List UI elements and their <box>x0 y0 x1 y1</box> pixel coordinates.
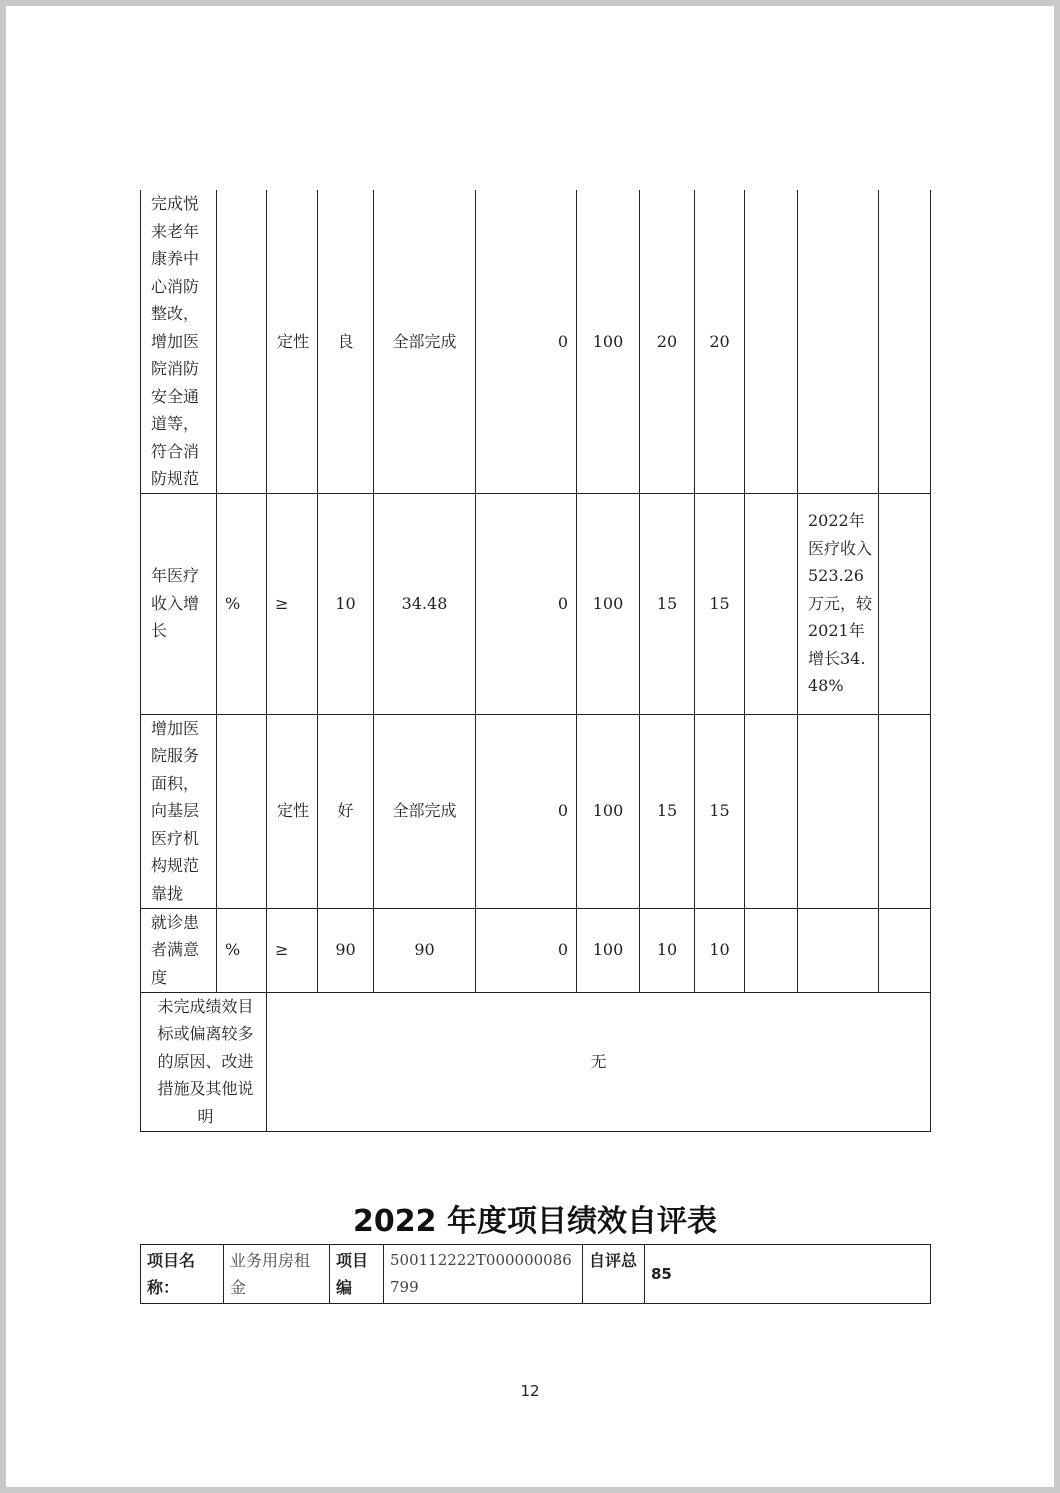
project-info-table <box>140 1244 931 1304</box>
weight-cell: 15 <box>640 493 695 714</box>
note-cell <box>798 190 879 493</box>
value-cell: 0 <box>476 493 577 714</box>
actual-cell: 全部完成 <box>374 190 476 493</box>
weight-cell: 10 <box>640 908 695 992</box>
value-cell: 100 <box>577 190 640 493</box>
performance-indicator-table <box>140 190 931 1132</box>
score-cell: 10 <box>695 908 745 992</box>
indicator-cell: 年医疗收入增长 <box>141 493 217 714</box>
self-score-value: 85 <box>645 1245 931 1304</box>
empty-cell <box>745 714 798 908</box>
table-row <box>141 1245 931 1304</box>
form-title: 2022 年度项目绩效自评表 <box>353 1204 717 1239</box>
score-cell: 15 <box>695 714 745 908</box>
unit-cell: % <box>217 908 267 992</box>
project-name-value: 业务用房租金 <box>224 1245 330 1304</box>
empty-cell <box>745 190 798 493</box>
operator-cell: ≥ <box>267 493 318 714</box>
table-row <box>141 908 931 992</box>
empty-cell <box>745 493 798 714</box>
actual-cell: 34.48 <box>374 493 476 714</box>
unit-cell <box>217 190 267 493</box>
empty-cell <box>879 908 931 992</box>
empty-cell <box>745 908 798 992</box>
actual-cell: 90 <box>374 908 476 992</box>
self-score-label: 自评总 <box>583 1245 645 1304</box>
page-number: 12 <box>520 1382 540 1400</box>
indicator-cell: 就诊患者满意度 <box>141 908 217 992</box>
empty-cell <box>879 714 931 908</box>
indicator-cell: 增加医院服务面积，向基层医疗机构规范靠拢 <box>141 714 217 908</box>
target-cell: 10 <box>318 493 374 714</box>
empty-cell <box>879 190 931 493</box>
explanation-row <box>141 992 931 1131</box>
note-cell <box>798 714 879 908</box>
unit-cell: % <box>217 493 267 714</box>
indicator-cell: 完成悦来老年康养中心消防整改，增加医院消防安全通道等，符合消防规范 <box>141 190 217 493</box>
weight-cell: 20 <box>640 190 695 493</box>
note-cell: 2022年医疗收入523.26万元，较2021年增长34.48% <box>798 493 879 714</box>
target-cell: 好 <box>318 714 374 908</box>
explanation-label: 未完成绩效目标或偏离较多的原因、改进措施及其他说明 <box>141 992 267 1131</box>
project-name-label: 项目名称： <box>141 1245 224 1304</box>
value-cell: 0 <box>476 908 577 992</box>
value-cell: 100 <box>577 493 640 714</box>
document-page <box>6 6 1054 1487</box>
score-cell: 20 <box>695 190 745 493</box>
project-code-label: 项目编 <box>330 1245 384 1304</box>
table-row <box>141 493 931 714</box>
explanation-value: 无 <box>267 992 931 1131</box>
weight-cell: 15 <box>640 714 695 908</box>
note-cell <box>798 908 879 992</box>
value-cell: 100 <box>577 714 640 908</box>
operator-cell: 定性 <box>267 190 318 493</box>
project-code-value: 500112222T000000086799 <box>384 1245 583 1304</box>
value-cell: 0 <box>476 714 577 908</box>
actual-cell: 全部完成 <box>374 714 476 908</box>
value-cell: 100 <box>577 908 640 992</box>
table-row <box>141 190 931 493</box>
operator-cell: ≥ <box>267 908 318 992</box>
value-cell: 0 <box>476 190 577 493</box>
unit-cell <box>217 714 267 908</box>
score-cell: 15 <box>695 493 745 714</box>
table-row <box>141 714 931 908</box>
target-cell: 良 <box>318 190 374 493</box>
operator-cell: 定性 <box>267 714 318 908</box>
empty-cell <box>879 493 931 714</box>
target-cell: 90 <box>318 908 374 992</box>
